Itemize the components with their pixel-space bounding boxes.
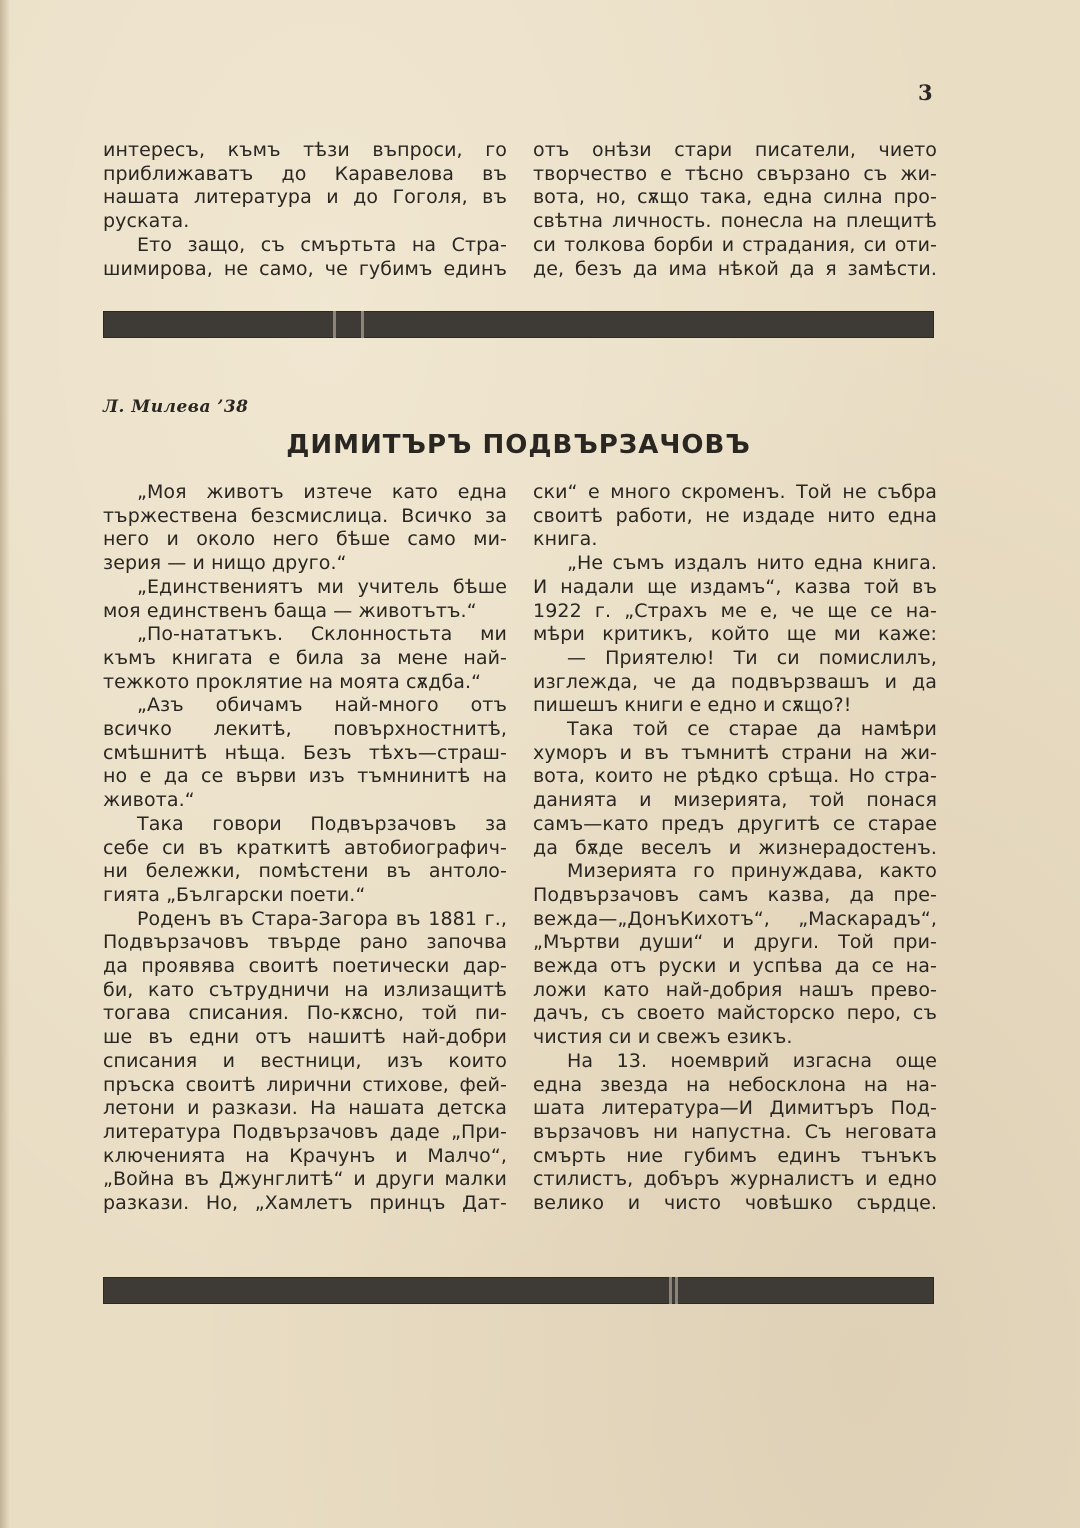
text-line: самъ—като предъ другитѣ се старае	[533, 812, 937, 835]
text-line: вежда отъ руски и успѣва да се на-	[533, 955, 937, 978]
text-line: живота.“	[103, 789, 195, 812]
text-line: ложи като най-добрия нашъ прево-	[533, 978, 937, 1001]
text-line: „Моя животъ изтече като една	[137, 481, 507, 503]
text-line: летони и разкази. На нашата детска	[103, 1097, 507, 1120]
text-line: своитѣ работи, не издаде нито една	[533, 504, 937, 527]
text-line: нашата литература и до Гоголя, въ	[103, 186, 507, 209]
text-line: шата литература—И Димитъръ Под-	[533, 1097, 937, 1120]
page-edge-shadow	[0, 0, 10, 1528]
text-line: гията „Български поети.“	[103, 883, 366, 906]
text-line: вота, които не рѣдко срѣща. Но стра-	[533, 765, 937, 788]
text-line: но е да се върви изъ тъмнинитѣ на	[103, 765, 507, 788]
text-line: вежда—„ДонъКихотъ“, „Маскарадъ“,	[533, 907, 937, 930]
text-line: да проявява своитѣ поетически дар-	[103, 955, 507, 978]
text-line: вота, но, сѫщо така, една силна про-	[533, 186, 937, 209]
text-line: ключенията на Крачунъ и Малчо“,	[103, 1144, 507, 1167]
text-line: смърть ние губимъ единъ тънъкъ	[533, 1144, 937, 1167]
text-line: На 13. ноемврий изгасна още	[567, 1049, 937, 1072]
text-line: шимирова, не само, че губимъ единъ	[103, 257, 507, 280]
text-line: Така той се старае да намѣри	[567, 718, 937, 741]
text-line: книга.	[533, 528, 598, 551]
text-line: ски“ е много скроменъ. Той не събра	[533, 481, 937, 503]
text-line: тържествена безсмислица. Всичко за	[103, 504, 507, 527]
text-line: смѣшнитѣ нѣща. Безъ тѣхъ—страш-	[103, 741, 507, 764]
text-line: ше въ едни отъ нашитѣ най-добри	[103, 1026, 507, 1049]
text-line: литература Подвързачовъ даде „При-	[103, 1120, 507, 1143]
text-line: си толкова борби и страдания, си оти-	[533, 233, 937, 256]
text-line: себе си въ краткитѣ автобиографич-	[103, 836, 507, 859]
text-line: Роденъ въ Стара-Загора въ 1881 г.,	[137, 907, 507, 930]
text-line: И надали ще издамъ“, казва той въ	[533, 575, 937, 598]
article-left-column	[103, 481, 507, 1216]
top-right-column	[533, 139, 937, 281]
divider-gap	[361, 311, 364, 338]
text-line: чистия си и свежъ езикъ.	[533, 1026, 793, 1049]
divider-gap	[333, 311, 336, 338]
text-line: де, безъ да има нѣкой да я замѣсти.	[533, 257, 937, 280]
article-title: ДИМИТЪРЪ ПОДВЪРЗАЧОВЪ	[286, 430, 751, 460]
text-line: би, като сътрудничи на излизащитѣ	[103, 978, 507, 1001]
article-byline: Л. Милева ’38	[103, 397, 249, 417]
text-line: списания и вестници, изъ които	[103, 1049, 507, 1072]
divider-gap	[675, 1277, 678, 1304]
text-line: свѣтна личность. понесла на плещитѣ	[533, 210, 937, 233]
page-number: 3	[918, 80, 933, 105]
text-line: изглежда, че да подвързвашъ и да	[533, 670, 937, 693]
text-line: дачъ, съ своето майсторско перо, съ	[533, 1002, 937, 1025]
text-line: „Единствениятъ ми учитель бѣше	[137, 575, 507, 598]
section-divider-bottom	[103, 1277, 934, 1304]
text-line: да бѫде веселъ и жизнерадостенъ.	[533, 836, 937, 859]
text-line: Мизерията го принуждава, както	[567, 860, 937, 883]
text-line: него и около него бѣше само ми-	[103, 528, 507, 551]
text-line: къмъ книгата е била за мене най-	[103, 646, 507, 669]
section-divider-top	[103, 311, 934, 338]
text-line: „Азъ обичамъ най-много отъ	[137, 694, 507, 717]
text-line: вързачовъ ни напустна. Съ неговата	[533, 1120, 937, 1143]
text-line: стилистъ, добъръ журналистъ и едно	[533, 1168, 937, 1191]
text-line: моя единственъ баща — животътъ.“	[103, 599, 477, 622]
text-line: тогава списания. По-кѫсно, той пи-	[103, 1002, 507, 1025]
text-line: хуморъ и въ тъмнитѣ страни на жи-	[533, 741, 937, 764]
text-line: пръска своитѣ лирични стихове, фей-	[103, 1073, 507, 1096]
text-line: ни бележки, помѣстени въ антоло-	[103, 860, 507, 883]
text-line: мѣри критикъ, който ще ми каже:	[533, 623, 937, 646]
text-line: интересъ, къмъ тѣзи въпроси, го	[103, 139, 507, 161]
text-line: разкази. Но, „Хамлетъ принцъ Дат-	[103, 1192, 507, 1215]
text-line: — Приятелю! Ти си помислилъ,	[567, 646, 937, 669]
text-line: Ето защо, съ смъртьта на Стра-	[137, 233, 507, 256]
text-line: 1922 г. „Страхъ ме е, че ще се на-	[533, 599, 937, 622]
text-line: Подвързачовъ твърде рано започва	[103, 931, 507, 954]
text-line: руската.	[103, 210, 190, 233]
text-line: зерия — и нищо друго.“	[103, 552, 347, 575]
text-line: тежкото проклятие на моята сѫдба.“	[103, 670, 482, 693]
text-line: отъ онѣзи стари писатели, чието	[533, 139, 937, 161]
text-line: „Война въ Джунглитѣ“ и други малки	[103, 1168, 507, 1191]
text-line: една звезда на небосклона на на-	[533, 1073, 937, 1096]
text-line: „По-нататъкъ. Склонностьта ми	[137, 623, 507, 646]
text-line: приближаватъ до Каравелова въ	[103, 162, 507, 185]
top-left-column	[103, 139, 507, 281]
text-line: „Не съмъ издалъ нито една книга.	[567, 552, 937, 575]
article-right-column	[533, 481, 937, 1216]
text-line: творчество е тѣсно свързано съ жи-	[533, 162, 937, 185]
text-line: Подвързачовъ самъ казва, да пре-	[533, 883, 937, 906]
text-line: пишешъ книги е едно и сѫщо?!	[533, 694, 852, 717]
text-line: Така говори Подвързачовъ за	[137, 812, 507, 835]
text-line: велико и чисто човѣшко сърдце.	[533, 1192, 937, 1215]
text-line: данията и мизерията, той понася	[533, 789, 937, 812]
divider-gap	[669, 1277, 672, 1304]
text-line: всичко лекитѣ, повърхностнитѣ,	[103, 718, 507, 741]
text-line: „Мъртви души“ и други. Той при-	[533, 931, 937, 954]
